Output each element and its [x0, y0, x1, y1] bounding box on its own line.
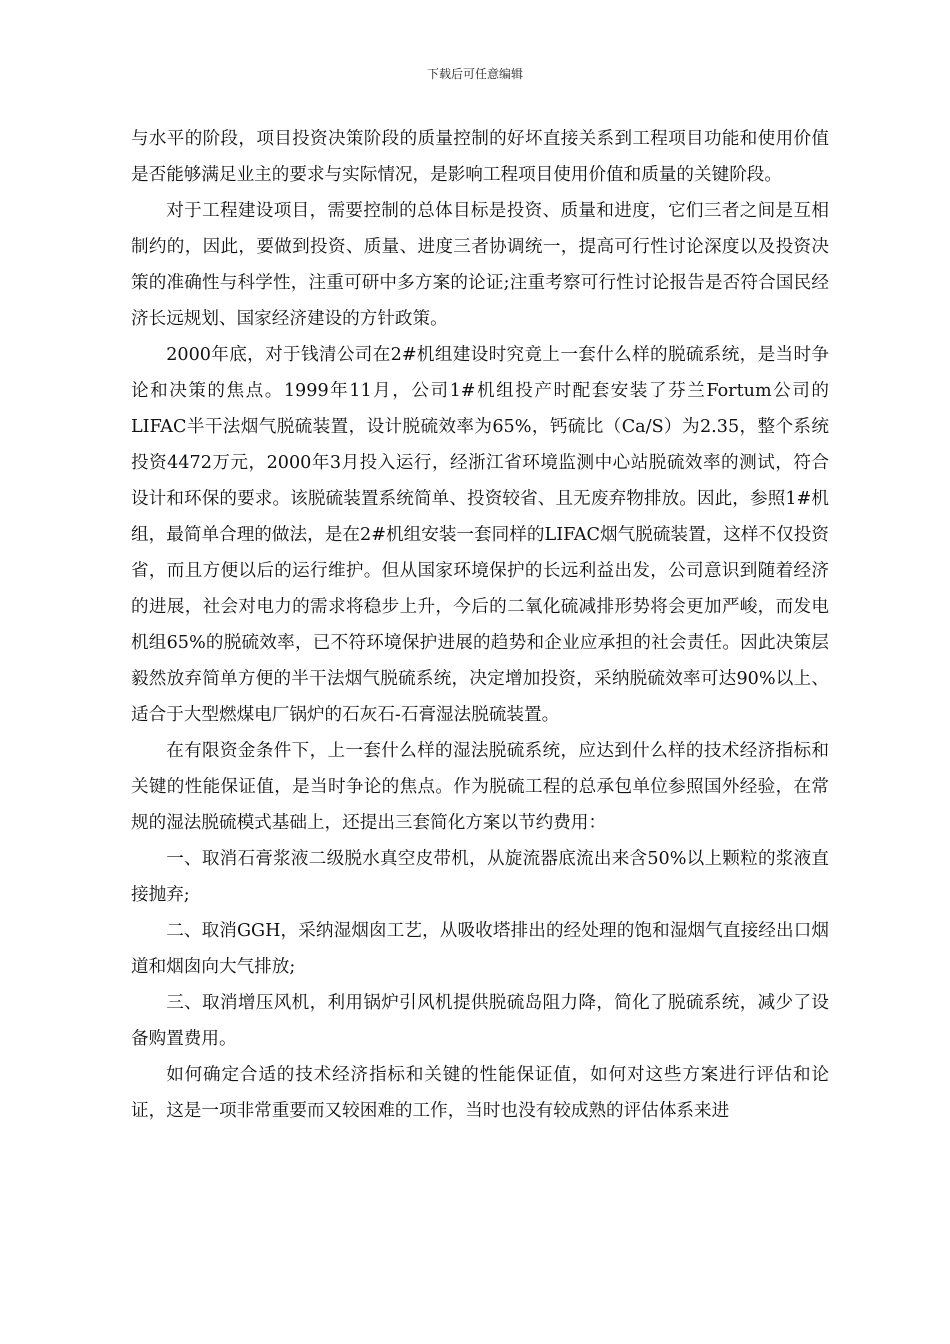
document-body: [131, 121, 829, 1129]
page-header: 下载后可任意编辑: [426, 67, 523, 81]
paragraph-2: 对于工程建设项目，需要控制的总体目标是投资、质量和进度，它们三者之间是互相制约的，因此，要做到投资、质量、进度三者协调统一，提高可行性讨论深度以及投资决策的准确性与科学性，注重可研中多方案的论证;注重考察可行性讨论报告是否符合国民经济长远规划、国家经济建设的方针政策。: [131, 201, 829, 329]
paragraph-8: 如何确定合适的技术经济指标和关键的性能保证值，如何对这些方案进行评估和论证，这是一项非常重要而又较困难的工作，当时也没有较成熟的评估体系来进: [131, 1065, 829, 1121]
paragraph-5: 一、取消石膏浆液二级脱水真空皮带机，从旋流器底流出来含50%以上颗粒的浆液直接抛弃;: [131, 849, 829, 905]
paragraph-7: 三、取消增压风机，利用锅炉引风机提供脱硫岛阻力降，简化了脱硫系统，减少了设备购置费用。: [131, 993, 829, 1049]
paragraph-1: 与水平的阶段，项目投资决策阶段的质量控制的好坏直接关系到工程项目功能和使用价值是否能够满足业主的要求与实际情况，是影响工程项目使用价值和质量的关键阶段。: [131, 129, 829, 185]
paragraph-3: 2000年底，对于钱清公司在2#机组建设时究竟上一套什么样的脱硫系统，是当时争论和决策的焦点。1999年11月，公司1#机组投产时配套安装了芬兰Fortum公司的LIFAC半干法烟气脱硫装置，设计脱硫效率为65%，钙硫比（Ca/S）为2.35，整个系统投资4472万元，2000年3月投入运行，经浙江省环境监测中心站脱硫效率的测试，符合设计和环保的要求。该脱硫装置系统简单、投资较省、且无废弃物排放。因此，参照1#机组，最简单合理的做法，是在2#机组安装一套同样的LIFAC烟气脱硫装置，这样不仅投资省，而且方便以后的运行维护。但从国家环境保护的长远利益出发，公司意识到随着经济的进展，社会对电力的需求将稳步上升，今后的二氧化硫减排形势将会更加严峻，而发电机组65%的脱硫效率，已不符环境保护进展的趋势和企业应承担的社会责任。因此决策层毅然放弃简单方便的半干法烟气脱硫系统，决定增加投资，采纳脱硫效率可达90%以上、适合于大型燃煤电厂锅炉的石灰石-石膏湿法脱硫装置。: [131, 345, 829, 725]
paragraph-6: 二、取消GGH，采纳湿烟囱工艺，从吸收塔排出的经处理的饱和湿烟气直接经出口烟道和烟囱向大气排放;: [131, 921, 829, 977]
paragraph-4: 在有限资金条件下，上一套什么样的湿法脱硫系统，应达到什么样的技术经济指标和关键的性能保证值，是当时争论的焦点。作为脱硫工程的总承包单位参照国外经验，在常规的湿法脱硫模式基础上，还提出三套简化方案以节约费用：: [131, 741, 829, 833]
